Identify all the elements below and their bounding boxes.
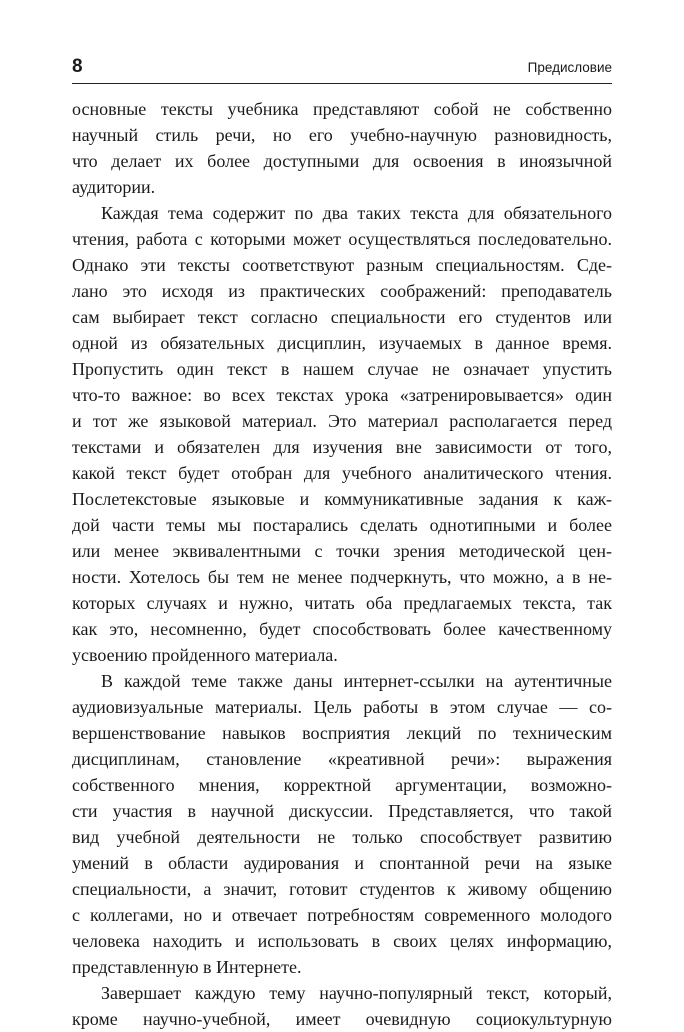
text-line: основные тексты учебника представляют собой не собственно [72,99,612,119]
header-rule [72,83,612,84]
text-line: что-то важное: во всех текстах урока «затренировывается» один [72,385,612,405]
text-line: Послетекстовые языковые и коммуникативные задания к каж- [72,489,612,509]
text-line: одной из обязательных дисциплин, изучаемых в данное время. [72,333,612,353]
text-line: усвоению пройденного материала. [72,645,338,665]
page-number: 8 [72,56,83,77]
text-line: с коллегами, но и отвечает потребностям современного молодого [72,905,612,925]
text-line: сам выбирает текст согласно специальности его студентов или [72,307,612,327]
running-head: Предисловие [527,60,612,75]
text-line: дой части темы мы постарались сделать однотипными и более [72,515,612,535]
text-line: умений в области аудирования и спонтанной речи на языке [72,853,612,873]
text-line: ности. Хотелось бы тем не менее подчеркнуть, что можно, а в не- [72,567,612,587]
text-line: аудитории. [72,177,156,197]
text-line: и тот же языковой материал. Это материал располагается перед [72,411,612,431]
text-line: что делает их более доступными для освоения в иноязычной [72,151,612,171]
text-line: Завершает каждую тему научно-популярный текст, который, [101,983,612,1003]
text-line: Каждая тема содержит по два таких текста для обязательного [101,203,612,223]
text-line: Однако эти тексты соответствуют разным специальностям. Сде- [72,255,612,275]
paragraph [72,200,612,668]
text-line: как это, несомненно, будет способствовать более качественному [72,619,612,639]
text-line: которых случаях и нужно, читать оба предлагаемых текста, так [72,593,612,613]
text-line: или менее эквивалентными с точки зрения методической цен- [72,541,612,561]
text-line: человека находить и использовать в своих целях информацию, [72,931,612,951]
body-text [72,96,612,1032]
paragraph [72,668,612,980]
text-line: чтения, работа с которыми может осуществляться последовательно. [72,229,612,249]
text-line: сти участия в научной дискуссии. Представляется, что такой [72,801,612,821]
page-header [72,54,612,84]
text-line: научный стиль речи, но его учебно-научную разновидность, [72,125,612,145]
text-line: дисциплинам, становление «креативной речи»: выражения [72,749,612,769]
text-line: В каждой теме также даны интернет-ссылки на аутентичные [101,671,612,691]
paragraph [72,96,612,200]
text-line: какой текст будет отобран для учебного аналитического чтения. [72,463,612,483]
text-line: кроме научно-учебной, имеет очевидную социокультурную [72,1009,612,1029]
text-line: лано это исходя из практических соображений: преподаватель [72,281,612,301]
text-line: собственного мнения, корректной аргументации, возможно- [72,775,612,795]
text-line: представленную в Интернете. [72,957,302,977]
text-line: специальности, а значит, готовит студентов к живому общению [72,879,612,899]
paragraph [72,980,612,1032]
text-line: вершенствование навыков восприятия лекций по техническим [72,723,612,743]
text-line: текстами и обязателен для изучения вне зависимости от того, [72,437,612,457]
text-line: Пропустить один текст в нашем случае не означает упустить [72,359,612,379]
text-line: аудиовизуальные материалы. Цель работы в этом случае — со- [72,697,612,717]
text-line: вид учебной деятельности не только способствует развитию [72,827,612,847]
